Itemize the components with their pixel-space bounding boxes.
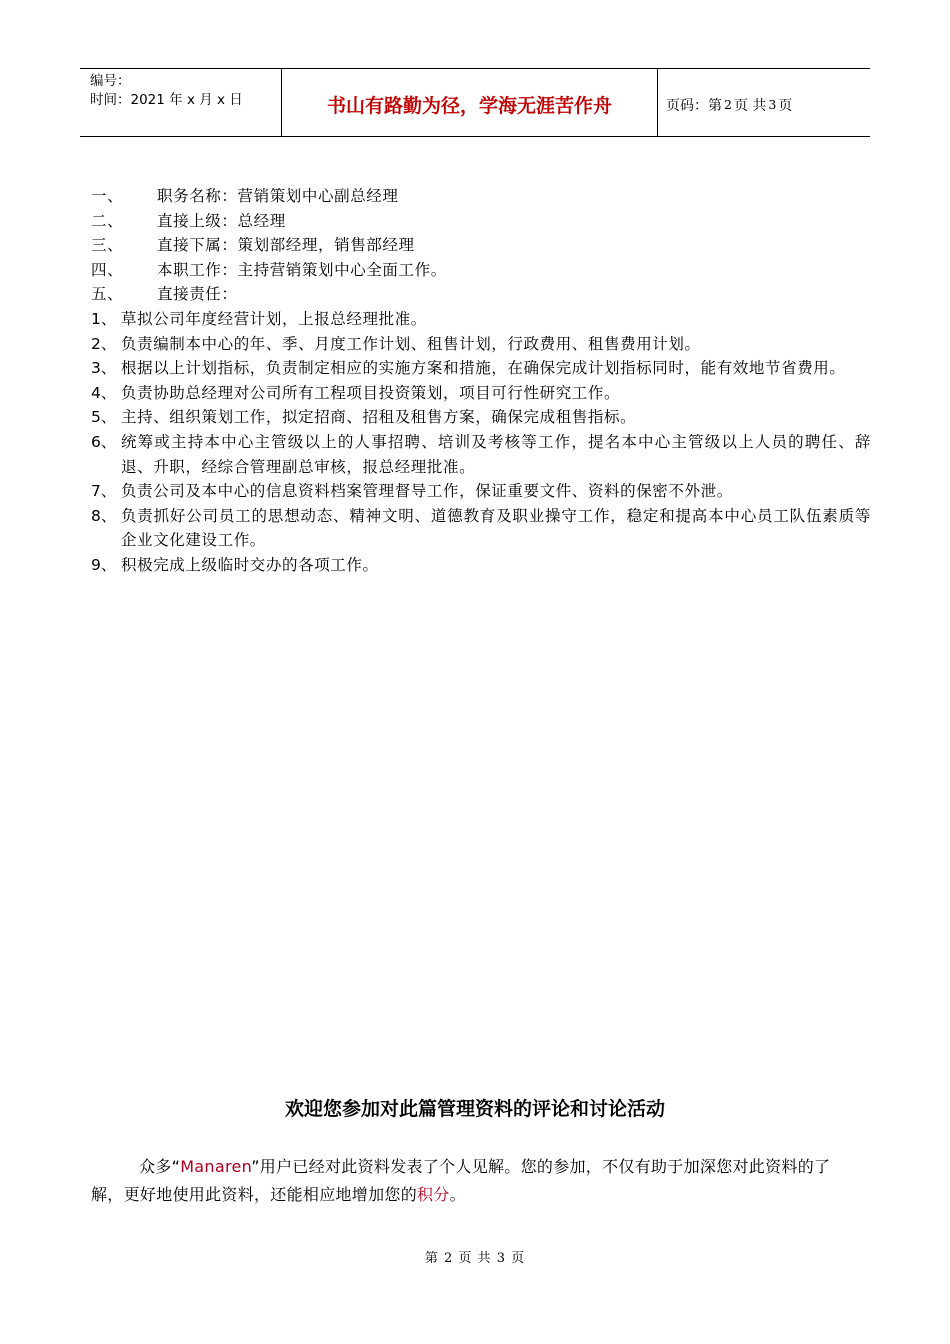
duty-number: 8、 (91, 506, 117, 525)
page-mid: 页 共 (733, 97, 767, 114)
duty-item (91, 553, 871, 578)
page-suffix: 页 (778, 97, 793, 114)
job-description (91, 184, 871, 578)
section-text: 直接责任： (157, 285, 238, 304)
section-row (91, 258, 871, 283)
duty-text: 根据以上计划指标，负责制定相应的实施方案和措施，在确保完成计划指标同时，能有效地节省费用。 (121, 359, 846, 378)
discussion-body (91, 1153, 861, 1209)
duty-text: 负责协助总经理对公司所有工程项目投资策划，项目可行性研究工作。 (121, 383, 621, 402)
duty-item (91, 504, 871, 553)
duty-number: 6、 (91, 432, 117, 451)
document-header (80, 68, 870, 137)
brand-link[interactable]: Manaren (180, 1157, 252, 1176)
duty-number: 3、 (91, 359, 117, 378)
page-prefix: 页码：第 (666, 97, 722, 114)
duty-item (91, 356, 871, 381)
section-row (91, 282, 871, 307)
discussion-text-3: 。 (449, 1185, 466, 1204)
duty-text: 负责抓好公司员工的思想动态、精神文明、道德教育及职业操守工作，稳定和提高本中心员工队伍素质等企业文化建设工作。 (121, 506, 871, 550)
duty-number: 4、 (91, 383, 117, 402)
date-label: 时间：2021 年 x 月 x 日 (90, 92, 243, 108)
duty-number: 2、 (91, 334, 117, 353)
section-text: 职务名称：营销策划中心副总经理 (157, 187, 399, 205)
section-row (91, 209, 871, 234)
section-mark: 五、 (91, 285, 124, 304)
duty-item (91, 332, 871, 357)
duty-item (91, 405, 871, 430)
duty-number: 1、 (91, 309, 117, 328)
duty-text: 草拟公司年度经营计划，上报总经理批准。 (121, 309, 427, 328)
section-mark: 三、 (91, 236, 124, 255)
serial-label: 编号： (90, 73, 131, 89)
section-row (91, 184, 871, 209)
section-row (91, 233, 871, 258)
duty-number: 5、 (91, 408, 117, 427)
section-mark: 二、 (91, 211, 124, 230)
duty-text: 统筹或主持本中心主管级以上的人事招聘、培训及考核等工作，提名本中心主管级以上人员的聘任、辞退、升职，经综合管理副总审核，报总经理批准。 (121, 432, 871, 476)
duty-item (91, 430, 871, 479)
page-footer: 第 2 页 共 3 页 (424, 1251, 526, 1266)
page-total: 3 (768, 97, 777, 112)
section-text: 本职工作：主持营销策划中心全面工作。 (157, 260, 447, 279)
discussion-text-2: ”用户已经对此资料发表了个人见解。您的参加，不仅有助于加深您对此资料的了解，更好地使用此资料，还能相应地增加您的 (91, 1157, 831, 1204)
section-mark: 一、 (91, 187, 124, 205)
section-text: 直接上级：总经理 (157, 211, 286, 230)
header-meta-cell (80, 69, 282, 136)
discussion-title: 欢迎您参加对此篇管理资料的评论和讨论活动 (284, 1098, 665, 1120)
duty-text: 负责编制本中心的年、季、月度工作计划、租售计划，行政费用、租售费用计划。 (121, 334, 701, 353)
duty-number: 7、 (91, 482, 117, 501)
discussion-text-1: 众多“ (139, 1157, 181, 1176)
page-current: 2 (724, 97, 732, 112)
duty-text: 积极完成上级临时交办的各项工作。 (121, 555, 379, 574)
duty-item (91, 479, 871, 504)
header-motto: 书山有路勤为径，学海无涯苦作舟 (282, 69, 658, 136)
duty-text: 负责公司及本中心的信息资料档案管理督导工作，保证重要文件、资料的保密不外泄。 (121, 482, 733, 501)
duty-number: 9、 (91, 555, 117, 574)
header-page-info (658, 69, 870, 136)
duty-text: 主持、组织策划工作，拟定招商、招租及租售方案，确保完成租售指标。 (121, 408, 637, 427)
duty-item (91, 381, 871, 406)
points-link[interactable]: 积分 (417, 1185, 450, 1204)
duty-item (91, 307, 871, 332)
section-mark: 四、 (91, 260, 124, 279)
section-text: 直接下属：策划部经理，销售部经理 (157, 236, 415, 255)
